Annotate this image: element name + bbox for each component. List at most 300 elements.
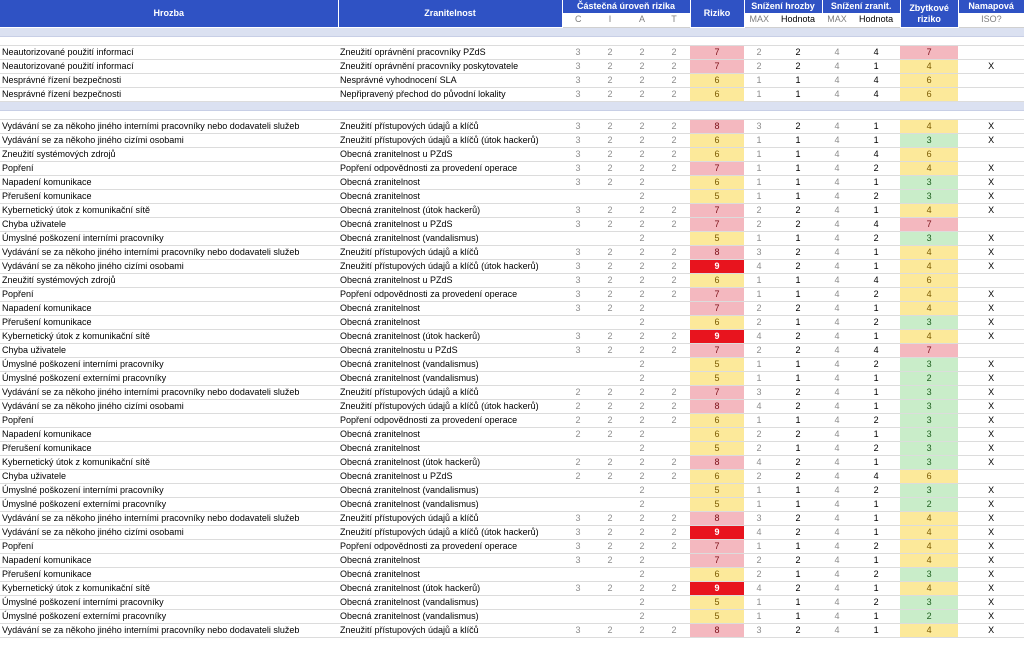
- cell-hodnota-hrozby[interactable]: 1: [774, 273, 822, 287]
- cell-zranitelnost[interactable]: Obecná zranitelnost (vandalismus): [338, 231, 562, 245]
- cell-c[interactable]: 2: [562, 469, 594, 483]
- cell-a[interactable]: 2: [626, 175, 658, 189]
- cell-zranitelnost[interactable]: Zneužití přístupových údajů a klíčů (útok hackerů): [338, 525, 562, 539]
- cell-hodnota-hrozby[interactable]: 2: [774, 455, 822, 469]
- table-row[interactable]: [0, 301, 1024, 315]
- table-row[interactable]: [0, 329, 1024, 343]
- cell-max-hrozby[interactable]: 1: [744, 413, 774, 427]
- cell-iso[interactable]: X: [958, 357, 1024, 371]
- cell-hodnota-hrozby[interactable]: 1: [774, 161, 822, 175]
- cell-hodnota-zranit[interactable]: 2: [852, 539, 900, 553]
- cell-hrozba[interactable]: Úmyslné poškození interními pracovníky: [0, 483, 338, 497]
- cell-riziko[interactable]: 9: [690, 525, 744, 539]
- cell-a[interactable]: 2: [626, 273, 658, 287]
- cell-max-hrozby[interactable]: 1: [744, 483, 774, 497]
- cell-hrozba[interactable]: Úmyslné poškození externími pracovníky: [0, 609, 338, 623]
- cell-c[interactable]: 2: [562, 385, 594, 399]
- cell-t[interactable]: 2: [658, 343, 690, 357]
- table-row[interactable]: [0, 581, 1024, 595]
- cell-t[interactable]: 2: [658, 581, 690, 595]
- cell-riziko[interactable]: 6: [690, 315, 744, 329]
- cell-riziko[interactable]: 8: [690, 119, 744, 133]
- header-castecna[interactable]: Částečná úroveň rizika: [562, 0, 690, 13]
- cell-max-hrozby[interactable]: 4: [744, 455, 774, 469]
- cell-hodnota-hrozby[interactable]: 2: [774, 59, 822, 73]
- cell-riziko[interactable]: 9: [690, 581, 744, 595]
- cell-riziko[interactable]: 5: [690, 357, 744, 371]
- cell-max-zranit[interactable]: 4: [822, 357, 852, 371]
- cell-zranitelnost[interactable]: Obecná zranitelnost: [338, 441, 562, 455]
- cell-t[interactable]: 2: [658, 455, 690, 469]
- cell-hodnota-hrozby[interactable]: 1: [774, 175, 822, 189]
- cell-zranitelnost[interactable]: Obecná zranitelnost: [338, 301, 562, 315]
- cell-hodnota-hrozby[interactable]: 2: [774, 385, 822, 399]
- cell-hodnota-hrozby[interactable]: 2: [774, 469, 822, 483]
- table-row[interactable]: [0, 539, 1024, 553]
- table-row[interactable]: [0, 273, 1024, 287]
- cell-hodnota-zranit[interactable]: 2: [852, 357, 900, 371]
- cell-hodnota-zranit[interactable]: 1: [852, 329, 900, 343]
- cell-hodnota-hrozby[interactable]: 1: [774, 357, 822, 371]
- cell-max-zranit[interactable]: 4: [822, 133, 852, 147]
- cell-i[interactable]: [594, 595, 626, 609]
- table-row[interactable]: [0, 469, 1024, 483]
- table-row[interactable]: [0, 189, 1024, 203]
- cell-iso[interactable]: X: [958, 189, 1024, 203]
- cell-hrozba[interactable]: Vydávání se za někoho jiného cizími osobami: [0, 133, 338, 147]
- header-zbytkove[interactable]: Zbytkové riziko: [900, 0, 958, 27]
- cell-riziko[interactable]: 8: [690, 623, 744, 637]
- cell-a[interactable]: 2: [626, 371, 658, 385]
- cell-c[interactable]: 3: [562, 581, 594, 595]
- cell-c[interactable]: [562, 595, 594, 609]
- cell-a[interactable]: 2: [626, 581, 658, 595]
- table-row[interactable]: [0, 315, 1024, 329]
- cell-t[interactable]: [658, 315, 690, 329]
- cell-hodnota-hrozby[interactable]: 2: [774, 343, 822, 357]
- cell-hrozba[interactable]: Přerušení komunikace: [0, 189, 338, 203]
- cell-a[interactable]: 2: [626, 357, 658, 371]
- cell-max-zranit[interactable]: 4: [822, 203, 852, 217]
- cell-a[interactable]: 2: [626, 497, 658, 511]
- cell-i[interactable]: 2: [594, 73, 626, 87]
- cell-iso[interactable]: X: [958, 567, 1024, 581]
- cell-riziko[interactable]: 7: [690, 343, 744, 357]
- cell-zranitelnost[interactable]: Obecná zranitelnost: [338, 315, 562, 329]
- cell-hrozba[interactable]: Přerušení komunikace: [0, 567, 338, 581]
- cell-t[interactable]: [658, 441, 690, 455]
- cell-hodnota-zranit[interactable]: 2: [852, 413, 900, 427]
- cell-hrozba[interactable]: Napadení komunikace: [0, 175, 338, 189]
- cell-c[interactable]: 3: [562, 87, 594, 101]
- cell-max-hrozby[interactable]: 1: [744, 287, 774, 301]
- cell-t[interactable]: 2: [658, 273, 690, 287]
- cell-zbytkove[interactable]: 3: [900, 133, 958, 147]
- cell-max-zranit[interactable]: 4: [822, 245, 852, 259]
- cell-t[interactable]: [658, 483, 690, 497]
- cell-t[interactable]: [658, 301, 690, 315]
- cell-hrozba[interactable]: Vydávání se za někoho jiného cizími osobami: [0, 525, 338, 539]
- cell-a[interactable]: 2: [626, 329, 658, 343]
- cell-t[interactable]: [658, 357, 690, 371]
- cell-t[interactable]: 2: [658, 217, 690, 231]
- cell-max-zranit[interactable]: 4: [822, 329, 852, 343]
- cell-riziko[interactable]: 6: [690, 273, 744, 287]
- cell-a[interactable]: 2: [626, 73, 658, 87]
- cell-a[interactable]: 2: [626, 217, 658, 231]
- cell-t[interactable]: 2: [658, 133, 690, 147]
- cell-zbytkove[interactable]: 4: [900, 539, 958, 553]
- cell-zbytkove[interactable]: 7: [900, 343, 958, 357]
- cell-a[interactable]: 2: [626, 609, 658, 623]
- cell-iso[interactable]: X: [958, 315, 1024, 329]
- cell-hrozba[interactable]: Napadení komunikace: [0, 553, 338, 567]
- cell-a[interactable]: 2: [626, 385, 658, 399]
- cell-hodnota-hrozby[interactable]: 2: [774, 399, 822, 413]
- cell-iso[interactable]: X: [958, 133, 1024, 147]
- cell-max-hrozby[interactable]: 1: [744, 539, 774, 553]
- cell-riziko[interactable]: 7: [690, 45, 744, 59]
- cell-hodnota-zranit[interactable]: 4: [852, 273, 900, 287]
- cell-iso[interactable]: X: [958, 497, 1024, 511]
- cell-zbytkove[interactable]: 4: [900, 511, 958, 525]
- cell-riziko[interactable]: 9: [690, 329, 744, 343]
- cell-c[interactable]: 3: [562, 259, 594, 273]
- cell-i[interactable]: [594, 567, 626, 581]
- cell-max-hrozby[interactable]: 1: [744, 497, 774, 511]
- cell-zranitelnost[interactable]: Obecná zranitelnost (vandalismus): [338, 357, 562, 371]
- cell-c[interactable]: 3: [562, 245, 594, 259]
- cell-riziko[interactable]: 6: [690, 133, 744, 147]
- cell-t[interactable]: [658, 189, 690, 203]
- cell-a[interactable]: 2: [626, 147, 658, 161]
- cell-hodnota-zranit[interactable]: 1: [852, 455, 900, 469]
- cell-max-zranit[interactable]: 4: [822, 427, 852, 441]
- cell-c[interactable]: 3: [562, 203, 594, 217]
- cell-max-zranit[interactable]: 4: [822, 87, 852, 101]
- cell-t[interactable]: [658, 567, 690, 581]
- cell-riziko[interactable]: 5: [690, 609, 744, 623]
- cell-iso[interactable]: [958, 87, 1024, 101]
- cell-iso[interactable]: X: [958, 539, 1024, 553]
- cell-zbytkove[interactable]: 3: [900, 231, 958, 245]
- cell-hodnota-zranit[interactable]: 4: [852, 217, 900, 231]
- header-hrozba[interactable]: Hrozba: [0, 0, 338, 27]
- cell-a[interactable]: 2: [626, 539, 658, 553]
- cell-riziko[interactable]: 8: [690, 245, 744, 259]
- cell-zbytkove[interactable]: 3: [900, 385, 958, 399]
- cell-zranitelnost[interactable]: Obecná zranitelnost (útok hackerů): [338, 329, 562, 343]
- table-row[interactable]: [0, 119, 1024, 133]
- cell-i[interactable]: 2: [594, 343, 626, 357]
- cell-zranitelnost[interactable]: Obecná zranitelnost (vandalismus): [338, 609, 562, 623]
- cell-hodnota-zranit[interactable]: 1: [852, 301, 900, 315]
- cell-max-zranit[interactable]: 4: [822, 343, 852, 357]
- cell-i[interactable]: 2: [594, 133, 626, 147]
- cell-max-zranit[interactable]: 4: [822, 371, 852, 385]
- cell-hodnota-zranit[interactable]: 2: [852, 287, 900, 301]
- cell-hodnota-hrozby[interactable]: 2: [774, 119, 822, 133]
- cell-i[interactable]: 2: [594, 455, 626, 469]
- cell-t[interactable]: 2: [658, 469, 690, 483]
- cell-riziko[interactable]: 7: [690, 287, 744, 301]
- cell-riziko[interactable]: 5: [690, 595, 744, 609]
- cell-i[interactable]: 2: [594, 553, 626, 567]
- cell-i[interactable]: 2: [594, 203, 626, 217]
- cell-t[interactable]: 2: [658, 245, 690, 259]
- cell-hodnota-hrozby[interactable]: 1: [774, 539, 822, 553]
- table-row[interactable]: [0, 609, 1024, 623]
- table-row[interactable]: [0, 427, 1024, 441]
- table-row[interactable]: [0, 441, 1024, 455]
- cell-c[interactable]: [562, 189, 594, 203]
- table-row[interactable]: [0, 455, 1024, 469]
- cell-zranitelnost[interactable]: Zneužití oprávnění pracovníky PZdS: [338, 45, 562, 59]
- cell-hodnota-hrozby[interactable]: 2: [774, 259, 822, 273]
- cell-iso[interactable]: X: [958, 59, 1024, 73]
- cell-a[interactable]: 2: [626, 231, 658, 245]
- cell-max-zranit[interactable]: 4: [822, 161, 852, 175]
- cell-hodnota-hrozby[interactable]: 2: [774, 427, 822, 441]
- cell-hrozba[interactable]: Úmyslné poškození externími pracovníky: [0, 371, 338, 385]
- cell-i[interactable]: [594, 231, 626, 245]
- cell-i[interactable]: [594, 315, 626, 329]
- cell-i[interactable]: 2: [594, 87, 626, 101]
- cell-iso[interactable]: X: [958, 119, 1024, 133]
- cell-c[interactable]: 3: [562, 133, 594, 147]
- cell-max-zranit[interactable]: 4: [822, 469, 852, 483]
- cell-max-zranit[interactable]: 4: [822, 45, 852, 59]
- cell-zbytkove[interactable]: 4: [900, 287, 958, 301]
- cell-max-hrozby[interactable]: 1: [744, 595, 774, 609]
- cell-zbytkove[interactable]: 2: [900, 371, 958, 385]
- cell-hodnota-hrozby[interactable]: 1: [774, 497, 822, 511]
- cell-hrozba[interactable]: Neautorizované použití informací: [0, 45, 338, 59]
- cell-i[interactable]: 2: [594, 59, 626, 73]
- cell-hrozba[interactable]: Kybernetický útok z komunikační sítě: [0, 455, 338, 469]
- cell-a[interactable]: 2: [626, 203, 658, 217]
- cell-hodnota-zranit[interactable]: 2: [852, 483, 900, 497]
- cell-max-hrozby[interactable]: 1: [744, 189, 774, 203]
- cell-c[interactable]: 3: [562, 147, 594, 161]
- cell-iso[interactable]: X: [958, 483, 1024, 497]
- cell-zranitelnost[interactable]: Popření odpovědnosti za provedení operace: [338, 539, 562, 553]
- header-zranitelnost[interactable]: Zranitelnost: [338, 0, 562, 27]
- cell-max-hrozby[interactable]: 4: [744, 581, 774, 595]
- cell-max-hrozby[interactable]: 2: [744, 441, 774, 455]
- table-row[interactable]: [0, 231, 1024, 245]
- cell-c[interactable]: 3: [562, 217, 594, 231]
- cell-iso[interactable]: X: [958, 455, 1024, 469]
- cell-iso[interactable]: X: [958, 175, 1024, 189]
- cell-max-hrozby[interactable]: 4: [744, 399, 774, 413]
- cell-max-hrozby[interactable]: 1: [744, 231, 774, 245]
- cell-riziko[interactable]: 5: [690, 189, 744, 203]
- cell-a[interactable]: 2: [626, 483, 658, 497]
- cell-max-hrozby[interactable]: 1: [744, 371, 774, 385]
- table-row[interactable]: [0, 287, 1024, 301]
- cell-max-hrozby[interactable]: 2: [744, 45, 774, 59]
- table-row[interactable]: [0, 525, 1024, 539]
- cell-max-hrozby[interactable]: 3: [744, 245, 774, 259]
- cell-i[interactable]: 2: [594, 581, 626, 595]
- cell-hrozba[interactable]: Kybernetický útok z komunikační sítě: [0, 581, 338, 595]
- cell-a[interactable]: 2: [626, 59, 658, 73]
- cell-max-hrozby[interactable]: 2: [744, 315, 774, 329]
- cell-t[interactable]: [658, 231, 690, 245]
- cell-riziko[interactable]: 5: [690, 497, 744, 511]
- cell-a[interactable]: 2: [626, 413, 658, 427]
- cell-zbytkove[interactable]: 6: [900, 147, 958, 161]
- cell-hodnota-hrozby[interactable]: 1: [774, 189, 822, 203]
- cell-zranitelnost[interactable]: Nesprávné vyhodnocení SLA: [338, 73, 562, 87]
- cell-hodnota-zranit[interactable]: 4: [852, 45, 900, 59]
- cell-c[interactable]: 2: [562, 413, 594, 427]
- cell-zbytkove[interactable]: 3: [900, 315, 958, 329]
- cell-a[interactable]: 2: [626, 343, 658, 357]
- cell-i[interactable]: 2: [594, 329, 626, 343]
- cell-zranitelnost[interactable]: Obecná zranitelnost u PZdS: [338, 273, 562, 287]
- cell-i[interactable]: 2: [594, 119, 626, 133]
- cell-t[interactable]: 2: [658, 511, 690, 525]
- cell-hodnota-hrozby[interactable]: 2: [774, 329, 822, 343]
- cell-i[interactable]: [594, 189, 626, 203]
- cell-hodnota-hrozby[interactable]: 2: [774, 553, 822, 567]
- cell-riziko[interactable]: 7: [690, 161, 744, 175]
- cell-a[interactable]: 2: [626, 441, 658, 455]
- table-row[interactable]: [0, 147, 1024, 161]
- cell-zbytkove[interactable]: 2: [900, 609, 958, 623]
- table-row[interactable]: [0, 259, 1024, 273]
- cell-iso[interactable]: X: [958, 441, 1024, 455]
- cell-max-zranit[interactable]: 4: [822, 231, 852, 245]
- cell-hrozba[interactable]: Přerušení komunikace: [0, 315, 338, 329]
- cell-hodnota-hrozby[interactable]: 2: [774, 217, 822, 231]
- cell-zbytkove[interactable]: 3: [900, 175, 958, 189]
- cell-zranitelnost[interactable]: Zneužití přístupových údajů a klíčů: [338, 511, 562, 525]
- header-namapovano[interactable]: Namapová: [958, 0, 1024, 13]
- cell-iso[interactable]: [958, 217, 1024, 231]
- cell-zbytkove[interactable]: 3: [900, 455, 958, 469]
- cell-hodnota-zranit[interactable]: 4: [852, 73, 900, 87]
- cell-zranitelnost[interactable]: Zneužití přístupových údajů a klíčů: [338, 119, 562, 133]
- cell-hodnota-zranit[interactable]: 1: [852, 553, 900, 567]
- cell-max-hrozby[interactable]: 1: [744, 73, 774, 87]
- cell-max-hrozby[interactable]: 2: [744, 343, 774, 357]
- cell-hrozba[interactable]: Kybernetický útok z komunikační sítě: [0, 203, 338, 217]
- cell-iso[interactable]: [958, 343, 1024, 357]
- cell-hodnota-zranit[interactable]: 1: [852, 427, 900, 441]
- cell-hrozba[interactable]: Nesprávné řízení bezpečnosti: [0, 73, 338, 87]
- cell-riziko[interactable]: 7: [690, 385, 744, 399]
- cell-hodnota-zranit[interactable]: 1: [852, 609, 900, 623]
- cell-t[interactable]: [658, 553, 690, 567]
- cell-hodnota-hrozby[interactable]: 1: [774, 231, 822, 245]
- cell-hodnota-hrozby[interactable]: 1: [774, 567, 822, 581]
- cell-c[interactable]: 3: [562, 553, 594, 567]
- cell-max-hrozby[interactable]: 2: [744, 427, 774, 441]
- cell-zranitelnost[interactable]: Obecná zranitelnostu u PZdS: [338, 343, 562, 357]
- cell-c[interactable]: 2: [562, 399, 594, 413]
- cell-zbytkove[interactable]: 4: [900, 329, 958, 343]
- cell-hodnota-zranit[interactable]: 1: [852, 399, 900, 413]
- cell-zbytkove[interactable]: 4: [900, 161, 958, 175]
- cell-max-hrozby[interactable]: 4: [744, 329, 774, 343]
- cell-riziko[interactable]: 6: [690, 427, 744, 441]
- cell-zbytkove[interactable]: 6: [900, 273, 958, 287]
- cell-hodnota-hrozby[interactable]: 1: [774, 483, 822, 497]
- cell-hodnota-hrozby[interactable]: 1: [774, 287, 822, 301]
- cell-riziko[interactable]: 8: [690, 399, 744, 413]
- cell-iso[interactable]: [958, 45, 1024, 59]
- cell-c[interactable]: 3: [562, 45, 594, 59]
- cell-riziko[interactable]: 5: [690, 231, 744, 245]
- cell-zbytkove[interactable]: 3: [900, 567, 958, 581]
- cell-zranitelnost[interactable]: Obecná zranitelnost: [338, 427, 562, 441]
- cell-hodnota-hrozby[interactable]: 2: [774, 301, 822, 315]
- cell-hodnota-zranit[interactable]: 4: [852, 469, 900, 483]
- cell-t[interactable]: 2: [658, 73, 690, 87]
- table-row[interactable]: [0, 371, 1024, 385]
- cell-hodnota-hrozby[interactable]: 2: [774, 623, 822, 637]
- cell-max-hrozby[interactable]: 3: [744, 385, 774, 399]
- cell-max-hrozby[interactable]: 1: [744, 147, 774, 161]
- table-row[interactable]: [0, 623, 1024, 637]
- cell-hodnota-hrozby[interactable]: 2: [774, 525, 822, 539]
- cell-hodnota-zranit[interactable]: 4: [852, 147, 900, 161]
- cell-hrozba[interactable]: Kybernetický útok z komunikační sítě: [0, 329, 338, 343]
- cell-max-zranit[interactable]: 4: [822, 217, 852, 231]
- cell-max-zranit[interactable]: 4: [822, 147, 852, 161]
- cell-t[interactable]: 2: [658, 203, 690, 217]
- table-row[interactable]: [0, 483, 1024, 497]
- cell-iso[interactable]: X: [958, 203, 1024, 217]
- cell-iso[interactable]: X: [958, 609, 1024, 623]
- cell-hodnota-zranit[interactable]: 1: [852, 245, 900, 259]
- cell-zranitelnost[interactable]: Popření odpovědnosti za provedení operace: [338, 413, 562, 427]
- cell-zbytkove[interactable]: 3: [900, 189, 958, 203]
- cell-max-hrozby[interactable]: 1: [744, 87, 774, 101]
- cell-zbytkove[interactable]: 6: [900, 469, 958, 483]
- table-row[interactable]: [0, 217, 1024, 231]
- cell-iso[interactable]: [958, 273, 1024, 287]
- cell-hrozba[interactable]: Vydávání se za někoho jiného cizími osobami: [0, 399, 338, 413]
- cell-max-zranit[interactable]: 4: [822, 413, 852, 427]
- cell-zbytkove[interactable]: 4: [900, 59, 958, 73]
- cell-hrozba[interactable]: Úmyslné poškození interními pracovníky: [0, 357, 338, 371]
- cell-c[interactable]: [562, 231, 594, 245]
- cell-zbytkove[interactable]: 6: [900, 87, 958, 101]
- cell-a[interactable]: 2: [626, 553, 658, 567]
- table-row[interactable]: [0, 175, 1024, 189]
- cell-hodnota-zranit[interactable]: 1: [852, 623, 900, 637]
- cell-t[interactable]: 2: [658, 623, 690, 637]
- cell-hodnota-zranit[interactable]: 1: [852, 133, 900, 147]
- cell-zbytkove[interactable]: 4: [900, 245, 958, 259]
- cell-hrozba[interactable]: Napadení komunikace: [0, 427, 338, 441]
- cell-riziko[interactable]: 7: [690, 539, 744, 553]
- cell-zbytkove[interactable]: 4: [900, 119, 958, 133]
- cell-hrozba[interactable]: Vydávání se za někoho jiného cizími osobami: [0, 259, 338, 273]
- cell-zbytkove[interactable]: 7: [900, 217, 958, 231]
- cell-hodnota-zranit[interactable]: 1: [852, 525, 900, 539]
- cell-hodnota-hrozby[interactable]: 1: [774, 441, 822, 455]
- cell-max-zranit[interactable]: 4: [822, 385, 852, 399]
- cell-max-hrozby[interactable]: 1: [744, 357, 774, 371]
- cell-iso[interactable]: X: [958, 427, 1024, 441]
- cell-hodnota-hrozby[interactable]: 1: [774, 371, 822, 385]
- cell-zranitelnost[interactable]: Obecná zranitelnost (vandalismus): [338, 371, 562, 385]
